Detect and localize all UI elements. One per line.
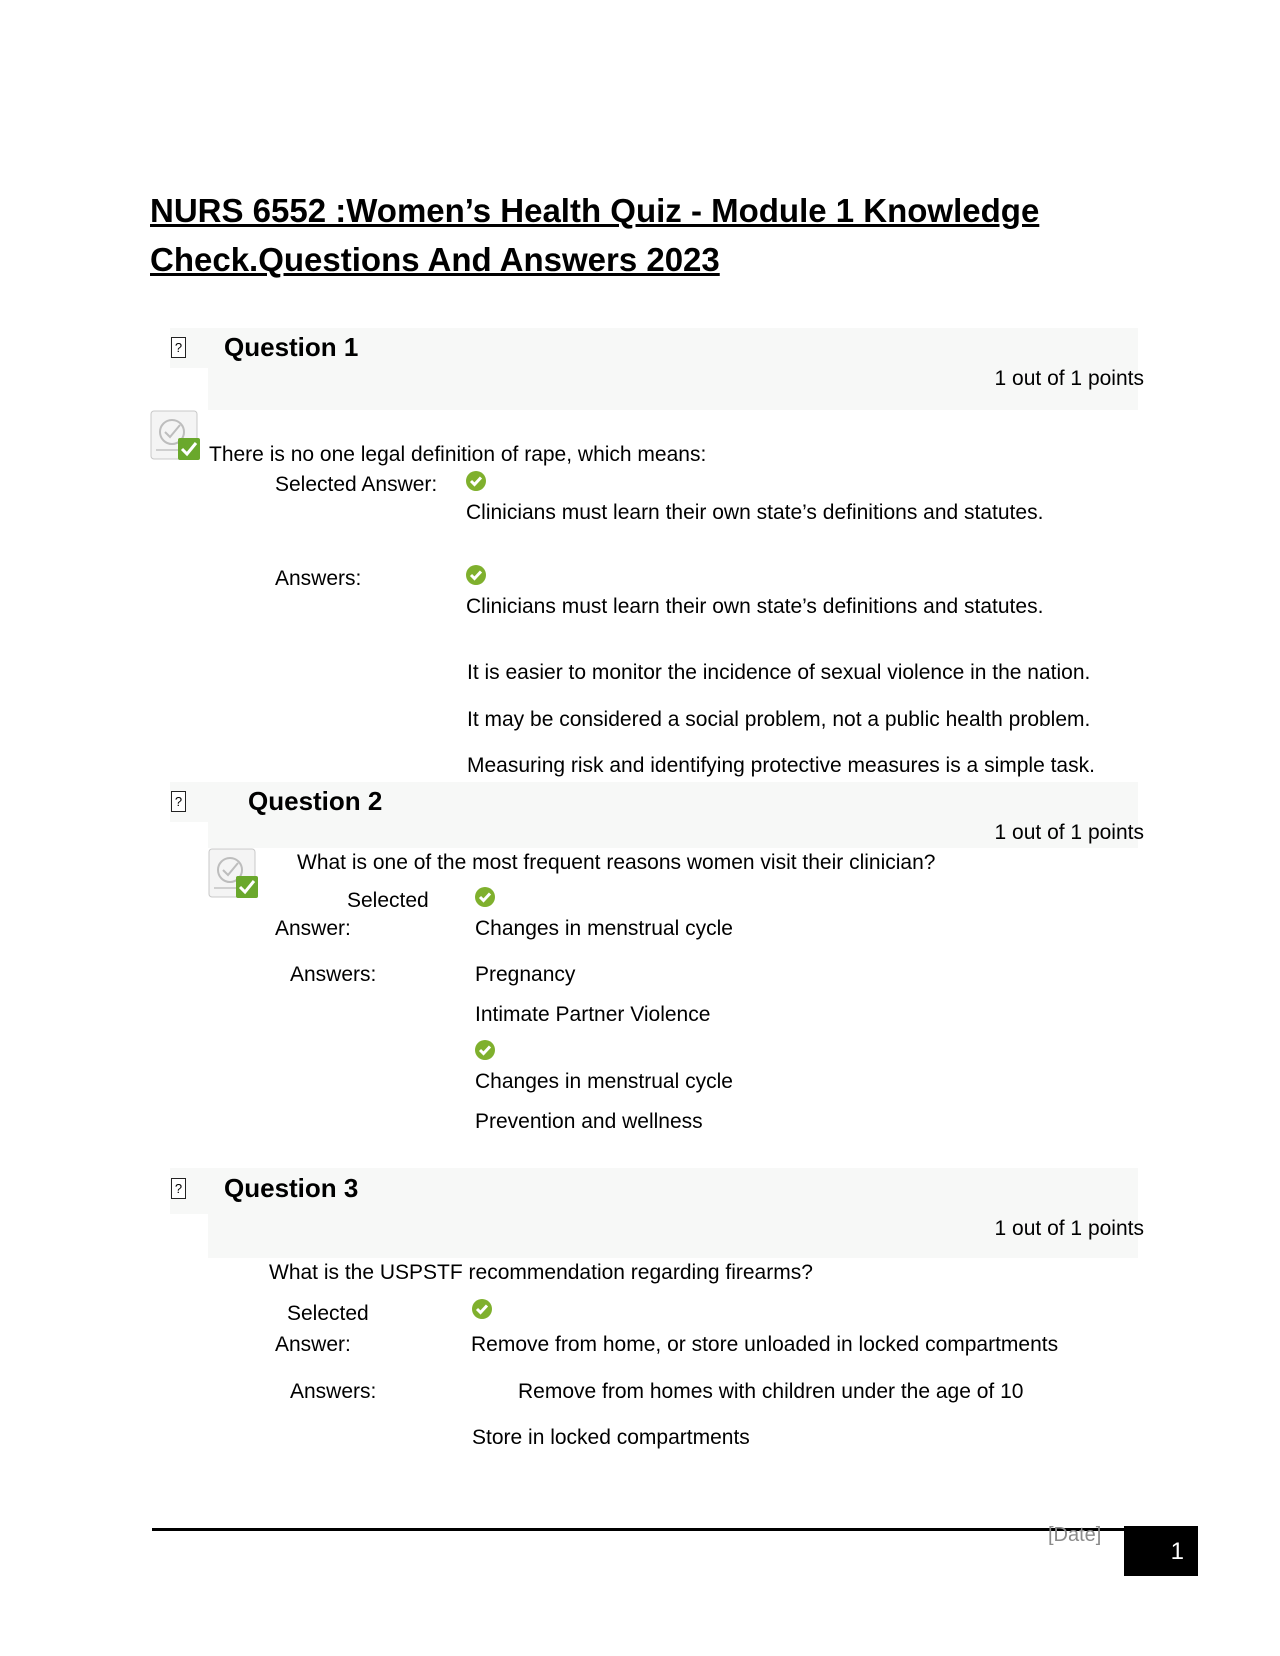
question-2-points: 1 out of 1 points — [994, 821, 1144, 844]
question-2-answer-option: Prevention and wellness — [475, 1110, 703, 1133]
question-1-answer-option: Measuring risk and identifying protective measures is a simple task. — [467, 754, 1095, 777]
page-number: 1 — [1170, 1538, 1184, 1565]
question-1-answer-option: It may be considered a social problem, not a public health problem. — [467, 708, 1091, 731]
question-1-answer-option: Clinicians must learn their own state’s definitions and statutes. — [466, 595, 1044, 618]
question-1-title: Question 1 — [224, 332, 359, 362]
check-circle-icon — [472, 1299, 492, 1319]
question-2-answer-option: Changes in menstrual cycle — [475, 1070, 733, 1093]
check-circle-icon — [475, 887, 495, 907]
question-3-selected-answer: Remove from home, or store unloaded in locked compartments — [471, 1333, 1059, 1356]
question-marker-icon: ? — [171, 1178, 186, 1199]
document-title — [150, 186, 1039, 284]
question-1-answers-label: Answers: — [275, 567, 362, 590]
question-2-selected-label: Answer: — [275, 917, 351, 940]
title-line-1: NURS 6552 :Women’s Health Quiz - Module 1 Knowledge — [150, 192, 1040, 229]
footer-date: [Date] — [1048, 1524, 1102, 1546]
question-2-answer-option: Intimate Partner Violence — [475, 1003, 711, 1026]
question-marker-icon: ? — [171, 791, 186, 812]
question-2-answer-option: Pregnancy — [475, 963, 576, 986]
question-3-title: Question 3 — [224, 1173, 359, 1203]
check-circle-icon — [466, 471, 486, 491]
question-2-selected-label: Selected — [347, 889, 429, 912]
question-3-selected-label: Selected — [287, 1302, 369, 1325]
question-3-prompt: What is the USPSTF recommendation regarding firearms? — [269, 1261, 813, 1284]
question-2-title: Question 2 — [248, 786, 383, 816]
question-1-prompt: There is no one legal definition of rape, which means: — [209, 443, 707, 466]
question-1-selected-answer: Clinicians must learn their own state’s definitions and statutes. — [466, 501, 1044, 524]
footer-rule — [152, 1528, 1124, 1531]
question-2-prompt: What is one of the most frequent reasons women visit their clinician? — [297, 851, 936, 874]
title-line-2: Check.Questions And Answers 2023 — [150, 241, 720, 278]
question-1-answer-option: It is easier to monitor the incidence of sexual violence in the nation. — [467, 661, 1091, 684]
check-circle-icon — [466, 565, 486, 585]
question-3-answer-option: Remove from homes with children under the age of 10 — [518, 1380, 1024, 1403]
question-2-answers-label: Answers: — [290, 963, 377, 986]
graded-correct-icon — [150, 410, 202, 462]
graded-correct-icon — [208, 848, 260, 900]
question-1-points: 1 out of 1 points — [994, 367, 1144, 390]
question-3-answers-label: Answers: — [290, 1380, 377, 1403]
question-3-selected-label: Answer: — [275, 1333, 351, 1356]
question-3-answer-option: Store in locked compartments — [472, 1426, 750, 1449]
page-number-box — [1124, 1526, 1198, 1576]
question-marker-icon: ? — [171, 337, 186, 358]
question-1-selected-label: Selected Answer: — [275, 473, 438, 496]
question-2-selected-answer: Changes in menstrual cycle — [475, 917, 733, 940]
question-3-points: 1 out of 1 points — [994, 1217, 1144, 1240]
check-circle-icon — [475, 1040, 495, 1060]
